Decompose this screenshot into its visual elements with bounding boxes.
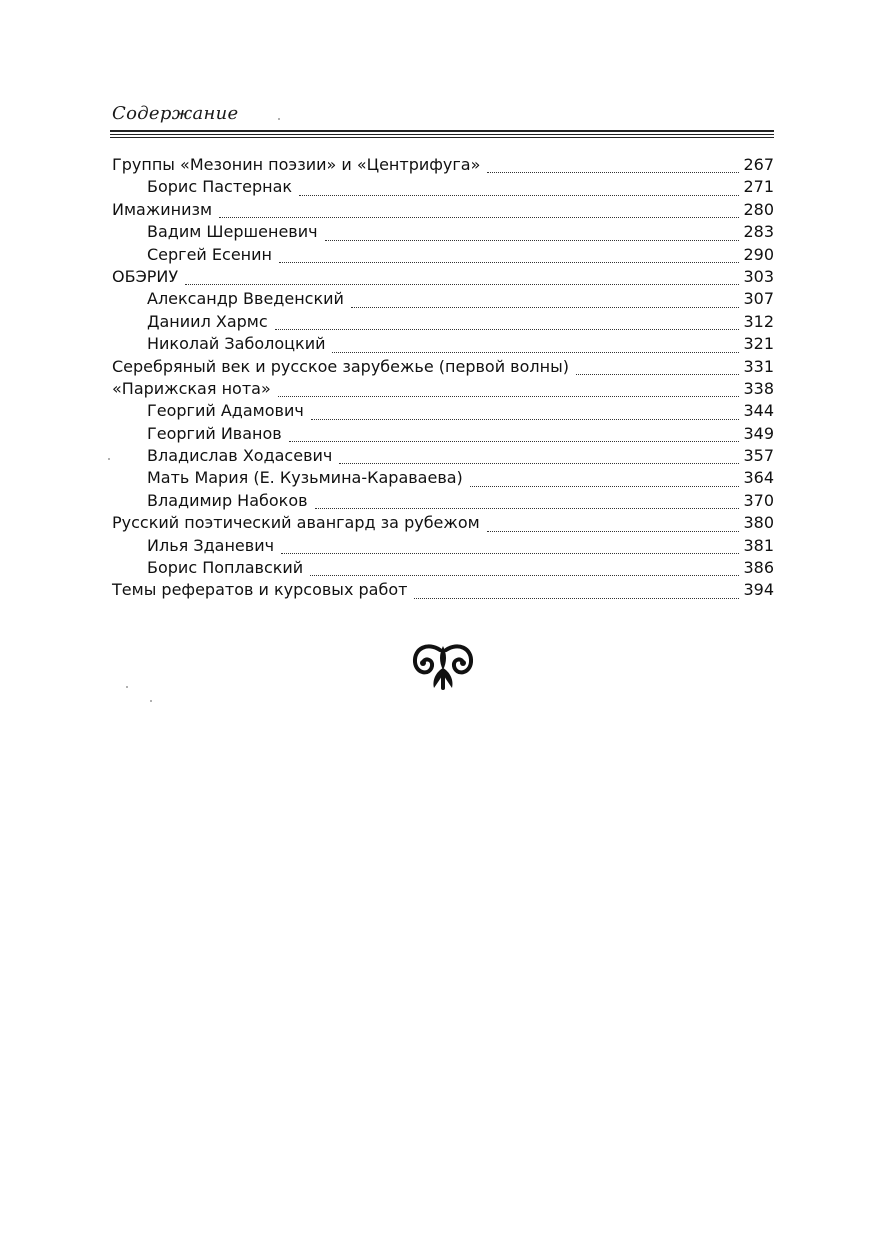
- header-rule-thin: [110, 134, 774, 135]
- toc-entry-page-number: 357: [743, 446, 774, 466]
- toc-entry-title: Русский поэтический авангард за рубежом: [112, 513, 480, 533]
- toc-entry-page-number: 364: [743, 468, 774, 488]
- toc-dot-leader: [311, 417, 740, 420]
- toc-entry-title: «Парижская нота»: [112, 378, 271, 398]
- toc-entry-page-number: 280: [743, 199, 774, 219]
- toc-entry-page-number: 307: [743, 289, 774, 309]
- toc-entry-page-number: 344: [743, 401, 774, 421]
- toc-entry-page-number: 381: [743, 535, 774, 555]
- running-header-title: Содержание: [112, 103, 239, 124]
- toc-entry-page-number: 321: [743, 334, 774, 354]
- toc-entry-page-number: 380: [743, 513, 774, 533]
- toc-entry-page-number: 303: [743, 266, 774, 286]
- toc-entry: [112, 289, 774, 311]
- toc-dot-leader: [315, 506, 740, 509]
- toc-entry-page-number: 394: [743, 580, 774, 600]
- toc-entry: [112, 558, 774, 580]
- toc-dot-leader: [299, 193, 739, 196]
- toc-dot-leader: [275, 327, 740, 330]
- toc-dot-leader: [470, 484, 740, 487]
- toc-entry-title: Сергей Есенин: [147, 244, 272, 264]
- toc-dot-leader: [289, 439, 740, 442]
- toc-entry: [112, 200, 774, 222]
- toc-entry: [112, 334, 774, 356]
- header-rule-thick: [110, 130, 774, 132]
- toc-entry-page-number: 349: [743, 423, 774, 443]
- toc-entry-title: Мать Мария (Е. Кузьмина-Караваева): [147, 468, 463, 488]
- toc-entry-title: Владислав Ходасевич: [147, 446, 333, 466]
- toc-dot-leader: [279, 260, 739, 263]
- toc-entry-page-number: 290: [743, 244, 774, 264]
- toc-entry-title: Владимир Набоков: [147, 490, 308, 510]
- toc-entry-page-number: 267: [743, 155, 774, 174]
- paper-speck: [150, 700, 152, 702]
- toc-entry-title: Илья Зданевич: [147, 535, 275, 555]
- toc-entry: [112, 312, 774, 334]
- toc-entry-title: ОБЭРИУ: [112, 266, 179, 286]
- toc-entry-title: Александр Введенский: [147, 289, 344, 309]
- toc-entry-title: Вадим Шершеневич: [147, 222, 318, 242]
- toc-entry: [112, 513, 774, 535]
- toc-entry-title: Георгий Адамович: [147, 401, 304, 421]
- toc-entry-page-number: 386: [743, 558, 774, 578]
- toc-entry-title: Группы «Мезонин поэзии» и «Центрифуга»: [112, 155, 481, 174]
- fleuron-ornament-icon: [410, 640, 476, 692]
- toc-entry-page-number: 283: [743, 222, 774, 242]
- toc-entry: [112, 424, 774, 446]
- toc-dot-leader: [576, 372, 739, 375]
- table-of-contents: [112, 155, 774, 603]
- toc-dot-leader: [281, 551, 739, 554]
- toc-entry: [112, 468, 774, 490]
- toc-entry: [112, 267, 774, 289]
- toc-dot-leader: [325, 238, 740, 241]
- toc-entry-page-number: 312: [743, 311, 774, 331]
- toc-entry-title: Серебряный век и русское зарубежье (первой волны): [112, 356, 569, 376]
- toc-entry: [112, 491, 774, 513]
- toc-dot-leader: [414, 596, 739, 599]
- toc-entry: [112, 580, 774, 602]
- toc-entry: [112, 536, 774, 558]
- toc-entry-title: Борис Пастернак: [147, 177, 293, 197]
- toc-entry-title: Георгий Иванов: [147, 423, 282, 443]
- toc-entry-title: Николай Заболоцкий: [147, 334, 326, 354]
- toc-entry-page-number: 338: [743, 378, 774, 398]
- toc-entry: [112, 155, 774, 177]
- toc-dot-leader: [351, 305, 740, 308]
- toc-dot-leader: [487, 170, 739, 173]
- toc-entry: [112, 177, 774, 199]
- toc-entry-page-number: 271: [743, 177, 774, 197]
- paper-speck: [108, 458, 110, 460]
- toc-dot-leader: [487, 529, 740, 532]
- toc-entry-title: Даниил Хармс: [147, 311, 268, 331]
- toc-entry-title: Темы рефератов и курсовых работ: [112, 580, 408, 600]
- toc-dot-leader: [332, 350, 739, 353]
- toc-entry: [112, 379, 774, 401]
- toc-entry: [112, 446, 774, 468]
- toc-entry-page-number: 370: [743, 490, 774, 510]
- toc-dot-leader: [185, 282, 739, 285]
- toc-entry: [112, 245, 774, 267]
- toc-dot-leader: [310, 573, 739, 576]
- toc-entry-title: Борис Поплавский: [147, 558, 304, 578]
- toc-dot-leader: [219, 215, 739, 218]
- toc-entry-title: Имажинизм: [112, 199, 213, 219]
- toc-entry-page-number: 331: [743, 356, 774, 376]
- paper-speck: [278, 118, 280, 120]
- toc-entry: [112, 357, 774, 379]
- toc-entry: [112, 222, 774, 244]
- toc-entry: [112, 401, 774, 423]
- header-rule-thin-lower: [110, 137, 774, 138]
- paper-speck: [126, 686, 128, 688]
- toc-dot-leader: [278, 394, 740, 397]
- toc-dot-leader: [339, 461, 739, 464]
